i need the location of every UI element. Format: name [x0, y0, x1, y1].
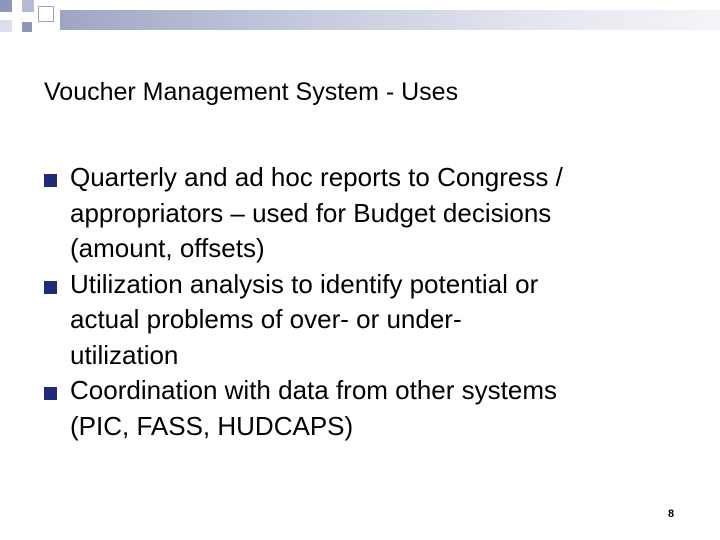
bullet-text: Quarterly and ad hoc reports to Congress / appropriators – used for Budget decisions (amount, offsets) — [70, 162, 563, 263]
slide-title: Voucher Management System - Uses — [44, 78, 459, 106]
header-gradient-bar — [60, 10, 720, 30]
deco-square — [0, 0, 12, 12]
bullet-item — [40, 373, 690, 444]
bullet-square-icon — [44, 174, 57, 187]
bullet-square-icon — [44, 281, 57, 294]
bullet-list — [40, 160, 690, 444]
deco-square — [22, 0, 34, 12]
bullet-item — [40, 267, 690, 374]
header-decoration — [0, 0, 720, 40]
page-number: 8 — [668, 508, 675, 520]
deco-square — [22, 22, 32, 32]
deco-square — [0, 20, 12, 32]
bullet-item — [40, 160, 690, 267]
deco-square — [38, 6, 54, 22]
bullet-text: Utilization analysis to identify potential or actual problems of over- or under- utilization — [70, 268, 539, 370]
bullet-square-icon — [44, 387, 57, 400]
bullet-text: Coordination with data from other systems (PIC, FASS, HUDCAPS) — [70, 375, 557, 441]
